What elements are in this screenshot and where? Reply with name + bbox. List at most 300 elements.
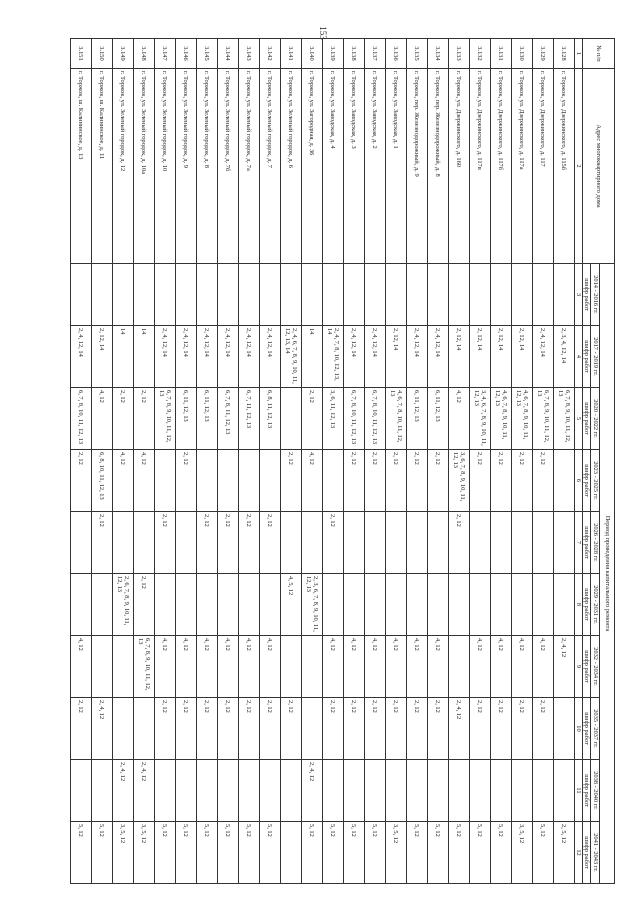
row-address: г. Торжок, ул. Дзержинского, д. 117в [469, 69, 490, 264]
work-codes-cell [532, 512, 553, 574]
work-codes-cell [196, 760, 217, 822]
work-codes-cell [406, 760, 427, 822]
work-codes-cell: 3, 6, 7, 8, 9, 10, 11, 12, 13 [448, 450, 469, 512]
row-number: 3.130 [511, 39, 532, 69]
table-row [490, 39, 511, 884]
work-codes-cell [511, 760, 532, 822]
work-codes-cell [553, 450, 574, 512]
work-codes-cell [154, 450, 175, 512]
work-codes-cell: 2, 4, 12 [553, 636, 574, 698]
work-codes-cell: 6, 11, 12, 13 [196, 388, 217, 450]
work-codes-cell [154, 264, 175, 326]
work-codes-cell [448, 574, 469, 636]
work-codes-cell: 6, 7, 8, 9, 10, 11, 12, 13 [133, 636, 154, 698]
table-row [385, 39, 406, 884]
work-codes-cell: 6, 11, 12, 13 [406, 388, 427, 450]
row-number: 3.140 [301, 39, 322, 69]
work-codes-cell [469, 512, 490, 574]
work-codes-cell: 2, 4, 12, 14 [343, 326, 364, 388]
work-codes-cell: 2, 12 [259, 698, 280, 760]
work-codes-cell [490, 574, 511, 636]
work-codes-cell: 2, 12 [217, 512, 238, 574]
row-address: г. Торжок, ул. Дзержинского, д. 160 [448, 69, 469, 264]
work-codes-cell [427, 760, 448, 822]
work-codes-cell: 5, 12 [91, 822, 112, 884]
work-codes-cell [322, 574, 343, 636]
work-codes-cell: 5, 12 [175, 822, 196, 884]
header-col-number: 5 [574, 388, 582, 450]
work-codes-cell [364, 512, 385, 574]
work-codes-cell [364, 574, 385, 636]
work-codes-cell: 2, 4, 12, 14 [217, 326, 238, 388]
work-codes-cell: 2, 4, 12, 14 [196, 326, 217, 388]
work-codes-cell [343, 760, 364, 822]
work-codes-cell [406, 512, 427, 574]
work-codes-cell: 2, 12 [70, 698, 91, 760]
table-row [553, 39, 574, 884]
row-number: 3.139 [322, 39, 343, 69]
work-codes-cell: 4, 12 [196, 636, 217, 698]
work-codes-cell [469, 264, 490, 326]
row-address: г. Торжок, ул. Заводская, д. 4 [322, 69, 343, 264]
table-row [448, 39, 469, 884]
work-codes-cell: 6, 7, 8, 10, 11, 12, 13 [343, 388, 364, 450]
table-body [70, 39, 574, 884]
header-col-number: 7 [574, 512, 582, 574]
work-codes-cell [385, 760, 406, 822]
work-codes-cell [217, 574, 238, 636]
work-codes-cell: 2, 12 [322, 698, 343, 760]
table-row [154, 39, 175, 884]
work-codes-cell [301, 512, 322, 574]
work-codes-cell [532, 574, 553, 636]
table-row [532, 39, 553, 884]
work-codes-cell: 2, 12 [196, 698, 217, 760]
work-codes-cell: 5, 12 [301, 822, 322, 884]
work-codes-cell: 2, 12 [364, 450, 385, 512]
work-codes-cell: 2, 4, 12, 14 [364, 326, 385, 388]
work-codes-cell: 4, 12 [112, 450, 133, 512]
work-codes-cell: 5, 12 [532, 822, 553, 884]
row-number: 3.137 [364, 39, 385, 69]
work-codes-cell: 6, 11, 12, 13 [427, 388, 448, 450]
work-codes-cell: 6, 7, 8, 9, 10, 11, 12, 13 [553, 388, 574, 450]
row-number: 3.143 [238, 39, 259, 69]
header-col-number: 4 [574, 326, 582, 388]
work-codes-cell [364, 760, 385, 822]
work-codes-cell: 4, 12 [427, 636, 448, 698]
work-codes-cell [427, 512, 448, 574]
work-codes-cell: 5, 12 [154, 822, 175, 884]
work-codes-cell [133, 698, 154, 760]
work-codes-cell: 5, 12 [469, 822, 490, 884]
work-codes-cell: 2, 12 [133, 388, 154, 450]
work-codes-cell: 2, 12 [280, 698, 301, 760]
work-codes-cell [553, 760, 574, 822]
work-codes-cell: 2, 12 [406, 698, 427, 760]
work-codes-cell [343, 264, 364, 326]
table-row [427, 39, 448, 884]
row-address: г. Торжок, ул. Зеленый городок, д. 10а [133, 69, 154, 264]
work-codes-cell: 2, 12 [490, 698, 511, 760]
work-codes-cell: 2, 12, 14 [469, 326, 490, 388]
header-code: шифр работ [582, 512, 590, 574]
work-codes-cell [322, 264, 343, 326]
work-codes-cell [175, 760, 196, 822]
table-row [511, 39, 532, 884]
work-codes-cell [217, 760, 238, 822]
header-period: 2026 - 2028 гг. [591, 512, 600, 574]
row-number: 3.131 [490, 39, 511, 69]
work-codes-cell [427, 264, 448, 326]
work-codes-cell [70, 264, 91, 326]
work-codes-cell: 4, 6, 7, 8, 9, 10, 11, 12, 13 [511, 388, 532, 450]
work-codes-cell [112, 264, 133, 326]
rotated-sheet [77, 38, 615, 883]
header-period: 2029 - 2031 гг. [591, 574, 600, 636]
work-codes-cell [91, 264, 112, 326]
header-address: Адрес многоквартирного дома [582, 69, 614, 264]
work-codes-cell [112, 698, 133, 760]
work-codes-cell: 2, 4, 12, 14 [154, 326, 175, 388]
work-codes-cell: 5, 12 [196, 822, 217, 884]
header-period: 2014 - 2016 гг. [591, 264, 600, 326]
work-codes-cell [112, 512, 133, 574]
row-address: г. Торжок, ул. Зеленый городок, д. 12 [112, 69, 133, 264]
row-address: г. Торжок, ш. Калининское, д. 13 [70, 69, 91, 264]
row-number: 3.141 [280, 39, 301, 69]
work-codes-cell: 2, 4, 12, 14 [238, 326, 259, 388]
work-codes-cell [175, 574, 196, 636]
work-codes-cell [343, 574, 364, 636]
work-codes-cell: 2, 3, 4, 12, 14 [553, 326, 574, 388]
work-codes-cell: 6, 8, 10, 11, 12, 13 [91, 450, 112, 512]
work-codes-cell: 4, 12 [238, 636, 259, 698]
table-row [175, 39, 196, 884]
work-codes-cell: 2, 12 [427, 450, 448, 512]
header-col-number: 10 [574, 698, 582, 760]
row-address: г. Торжок, ш. Калининское, д. 11 [91, 69, 112, 264]
work-codes-cell: 5, 12 [343, 822, 364, 884]
row-number: 3.149 [112, 39, 133, 69]
work-codes-cell: 5, 12 [70, 822, 91, 884]
row-address: г. Торжок, ул. Заводская, д. 2 [364, 69, 385, 264]
work-codes-cell [133, 264, 154, 326]
work-codes-cell: 2, 4, 12, 14 [175, 326, 196, 388]
work-codes-cell: 2, 12, 14 [490, 326, 511, 388]
work-codes-cell: 2, 12 [469, 698, 490, 760]
work-codes-cell [511, 574, 532, 636]
work-codes-cell [490, 264, 511, 326]
page-number: 153 [317, 26, 328, 40]
work-codes-cell: 5, 12 [448, 822, 469, 884]
work-codes-cell [238, 574, 259, 636]
header-col-number: 9 [574, 636, 582, 698]
work-codes-cell [406, 574, 427, 636]
work-codes-cell: 2, 12 [154, 512, 175, 574]
work-codes-cell: 4, 12 [511, 636, 532, 698]
work-codes-cell: 2, 4, 12 [301, 760, 322, 822]
work-codes-cell: 2, 12 [532, 450, 553, 512]
row-address: г. Торжок, ул. Заводская, д. 3 [343, 69, 364, 264]
work-codes-cell: 2, 12 [343, 698, 364, 760]
header-col-number: 6 [574, 450, 582, 512]
work-codes-cell: 6, 7, 11, 12, 13 [238, 388, 259, 450]
work-codes-cell [70, 760, 91, 822]
row-number: 3.146 [175, 39, 196, 69]
work-codes-cell [259, 264, 280, 326]
work-codes-cell: 2, 12 [343, 450, 364, 512]
row-address: г. Торжок, ул. Дзержинского, д. 117б [490, 69, 511, 264]
work-codes-cell [511, 264, 532, 326]
work-codes-cell: 3, 5, 12 [112, 822, 133, 884]
work-codes-cell [70, 512, 91, 574]
header-period: 2017 - 2019 гг. [591, 326, 600, 388]
work-codes-cell: 2, 4, 12, 14 [532, 326, 553, 388]
work-codes-cell [553, 574, 574, 636]
header-period: 2023 - 2025 гг. [591, 450, 600, 512]
work-codes-cell: 4, 5, 12 [280, 574, 301, 636]
work-codes-cell [238, 264, 259, 326]
work-codes-cell: 2, 12 [91, 512, 112, 574]
work-codes-cell [154, 760, 175, 822]
work-codes-cell [532, 264, 553, 326]
work-codes-cell: 2, 12 [175, 698, 196, 760]
header-col-number: 8 [574, 574, 582, 636]
work-codes-cell [322, 760, 343, 822]
work-codes-cell: 4, 12 [532, 636, 553, 698]
row-number: 3.135 [406, 39, 427, 69]
header-code: шифр работ [582, 450, 590, 512]
row-number: 3.133 [448, 39, 469, 69]
row-address: г. Торжок, ул. Зеленый городок, д. 7 [259, 69, 280, 264]
work-codes-cell: 2, 4, 12, 14 [70, 326, 91, 388]
work-codes-cell: 6, 8, 11, 12, 13 [259, 388, 280, 450]
row-number: 3.138 [343, 39, 364, 69]
work-codes-cell [343, 512, 364, 574]
work-codes-cell: 5, 12 [427, 822, 448, 884]
work-codes-cell [385, 574, 406, 636]
header-code: шифр работ [582, 574, 590, 636]
header-code: шифр работ [582, 636, 590, 698]
header-code: шифр работ [582, 760, 590, 822]
work-codes-cell [280, 760, 301, 822]
table-row [91, 39, 112, 884]
work-codes-cell [511, 512, 532, 574]
row-address: г. Торжок, ул. Заводская, д. 1 [385, 69, 406, 264]
table-row [217, 39, 238, 884]
row-address: г. Торжок, ул. Дзержинского, д. 117 [532, 69, 553, 264]
work-codes-cell [280, 388, 301, 450]
work-codes-cell [469, 574, 490, 636]
work-codes-cell: 2, 12 [385, 698, 406, 760]
work-codes-cell: 2, 12 [406, 450, 427, 512]
work-codes-cell [280, 264, 301, 326]
row-address: г. Торжок, ул. Загородная, д. 36 [301, 69, 322, 264]
row-number: 3.144 [217, 39, 238, 69]
table-row [469, 39, 490, 884]
work-codes-cell: 5, 12 [259, 822, 280, 884]
work-codes-cell [259, 450, 280, 512]
work-codes-cell [238, 450, 259, 512]
work-codes-cell: 2, 12 [511, 450, 532, 512]
table-row [343, 39, 364, 884]
work-codes-cell: 2, 12, 14 [448, 326, 469, 388]
work-codes-cell [532, 760, 553, 822]
work-codes-cell: 4, 12 [175, 636, 196, 698]
work-codes-cell [469, 760, 490, 822]
work-codes-cell: 4, 12 [364, 636, 385, 698]
header-code: шифр работ [582, 698, 590, 760]
work-codes-cell: 5, 12 [406, 822, 427, 884]
row-number: 3.148 [133, 39, 154, 69]
work-codes-cell: 4, 12 [448, 388, 469, 450]
work-codes-cell [553, 512, 574, 574]
row-number: 3.136 [385, 39, 406, 69]
work-codes-cell [385, 512, 406, 574]
work-codes-cell [280, 636, 301, 698]
work-codes-cell: 5, 12 [490, 822, 511, 884]
work-codes-cell: 2, 12 [490, 450, 511, 512]
header-period: 2032 - 2034 гг. [591, 636, 600, 698]
table-row [238, 39, 259, 884]
work-codes-cell [196, 574, 217, 636]
work-codes-cell [553, 264, 574, 326]
work-codes-cell [427, 574, 448, 636]
work-codes-cell: 2, 12 [196, 512, 217, 574]
work-codes-cell [448, 264, 469, 326]
header-period: 2035 - 2037 гг. [591, 698, 600, 760]
work-codes-cell [91, 760, 112, 822]
table-row [133, 39, 154, 884]
work-codes-cell: 6, 7, 8, 9, 10, 11, 12, 13 [154, 388, 175, 450]
work-codes-cell [175, 512, 196, 574]
work-codes-cell [217, 450, 238, 512]
row-address: г. Торжок, пер. Железнодорожный, д. 8 [427, 69, 448, 264]
work-codes-cell: 2, 12 [427, 698, 448, 760]
row-address: г. Торжок, ул. Зеленый городок, д. 6 [280, 69, 301, 264]
table-row [196, 39, 217, 884]
work-codes-cell: 3, 5, 12 [133, 822, 154, 884]
work-codes-cell [385, 264, 406, 326]
work-codes-cell: 4, 12 [154, 636, 175, 698]
work-codes-cell: 2, 12 [364, 698, 385, 760]
work-codes-cell [490, 512, 511, 574]
row-number: 3.150 [91, 39, 112, 69]
work-codes-cell: 2, 12 [511, 698, 532, 760]
work-codes-cell [196, 450, 217, 512]
work-codes-cell: 6, 7, 8, 9, 10, 11, 12, 13 [532, 388, 553, 450]
header-period: 2038 - 2040 гг. [591, 760, 600, 822]
header-col-number: 1 [574, 39, 582, 69]
work-codes-cell: 6, 7, 8, 11, 12, 13 [217, 388, 238, 450]
work-codes-cell: 6, 7, 8, 10, 11, 12, 13 [364, 388, 385, 450]
table-row [112, 39, 133, 884]
work-codes-cell: 4, 12 [301, 450, 322, 512]
work-codes-cell: 2, 4, 12 [112, 760, 133, 822]
work-codes-cell [259, 574, 280, 636]
row-address: г. Торжок, ул. Дзержинского, д. 117а [511, 69, 532, 264]
row-address: г. Торжок, ул. Зеленый городок, д. 7а [238, 69, 259, 264]
work-codes-cell [196, 264, 217, 326]
header-col-number: 11 [574, 760, 582, 822]
work-codes-cell: 2, 4, 7, 8, 10, 12, 13, 14 [322, 326, 343, 388]
work-codes-cell: 2, 12 [469, 450, 490, 512]
row-address: г. Торжок, ул. Дзержинского, д. 115б [553, 69, 574, 264]
work-codes-cell: 4, 12 [133, 450, 154, 512]
work-codes-cell [217, 264, 238, 326]
row-number: 3.128 [553, 39, 574, 69]
work-codes-cell: 2, 3, 6, 7, 8, 9, 10, 11, 12, 13 [301, 574, 322, 636]
work-codes-cell [406, 264, 427, 326]
work-codes-cell: 2, 4, 12, 14 [427, 326, 448, 388]
work-codes-cell: 5, 12 [238, 822, 259, 884]
work-codes-cell [490, 760, 511, 822]
work-codes-cell: 2, 12 [280, 450, 301, 512]
work-codes-cell: 2, 12, 14 [385, 326, 406, 388]
table-row [301, 39, 322, 884]
work-codes-cell [301, 636, 322, 698]
row-address: г. Торжок, пер. Железнодорожный, д. 9 [406, 69, 427, 264]
work-codes-cell: 4, 12 [91, 388, 112, 450]
work-codes-cell: 2, 12 [448, 512, 469, 574]
work-codes-cell [112, 636, 133, 698]
work-codes-cell [553, 698, 574, 760]
work-codes-cell: 4, 6, 7, 8, 9, 10, 11, 12, 13 [490, 388, 511, 450]
work-codes-cell: 2, 12 [217, 698, 238, 760]
header-period-group: Период проведения капитального ремонта [600, 264, 615, 884]
work-codes-cell: 2, 12 [133, 574, 154, 636]
work-codes-cell: 5, 12 [217, 822, 238, 884]
work-codes-cell: 2, 4, 12, 14 [406, 326, 427, 388]
work-codes-cell: 2, 12, 14 [91, 326, 112, 388]
work-codes-cell [175, 264, 196, 326]
work-codes-cell: 4, 12 [469, 636, 490, 698]
table-row [406, 39, 427, 884]
work-codes-cell [91, 636, 112, 698]
work-codes-cell: 2, 5, 12 [553, 822, 574, 884]
row-number: 3.147 [154, 39, 175, 69]
row-address: г. Торжок, ул. Зеленый городок, д. 8 [196, 69, 217, 264]
work-codes-cell [154, 574, 175, 636]
work-codes-cell: 2, 4, 12 [448, 698, 469, 760]
work-codes-cell: 3, 4, 6, 7, 8, 9, 10, 11, 12, 13 [469, 388, 490, 450]
row-address: г. Торжок, ул. Зеленый городок, д. 7б [217, 69, 238, 264]
table-row [322, 39, 343, 884]
table-viewport [77, 38, 615, 883]
row-address: г. Торжок, ул. Зеленый городок, д. 9 [175, 69, 196, 264]
work-codes-cell: 2, 12 [322, 512, 343, 574]
work-codes-cell: 4, 12 [343, 636, 364, 698]
work-codes-cell: 14 [112, 326, 133, 388]
work-codes-cell: 2, 12 [112, 388, 133, 450]
work-codes-cell: 2, 4, 12, 14 [259, 326, 280, 388]
work-codes-cell: 14 [133, 326, 154, 388]
header-col-number: 3 [574, 264, 582, 326]
work-codes-cell: 4, 12 [217, 636, 238, 698]
header-col-number: 2 [574, 69, 582, 264]
table-row [259, 39, 280, 884]
header-code: шифр работ [582, 264, 590, 326]
header-col-number: 12 [574, 822, 582, 884]
work-codes-cell: 4, 12 [490, 636, 511, 698]
work-codes-cell: 3, 6, 11, 12, 13 [322, 388, 343, 450]
work-codes-cell [133, 512, 154, 574]
work-codes-cell: 2, 12 [259, 512, 280, 574]
work-codes-cell [70, 574, 91, 636]
header-code: шифр работ [582, 388, 590, 450]
work-codes-cell: 3, 5, 12 [385, 822, 406, 884]
